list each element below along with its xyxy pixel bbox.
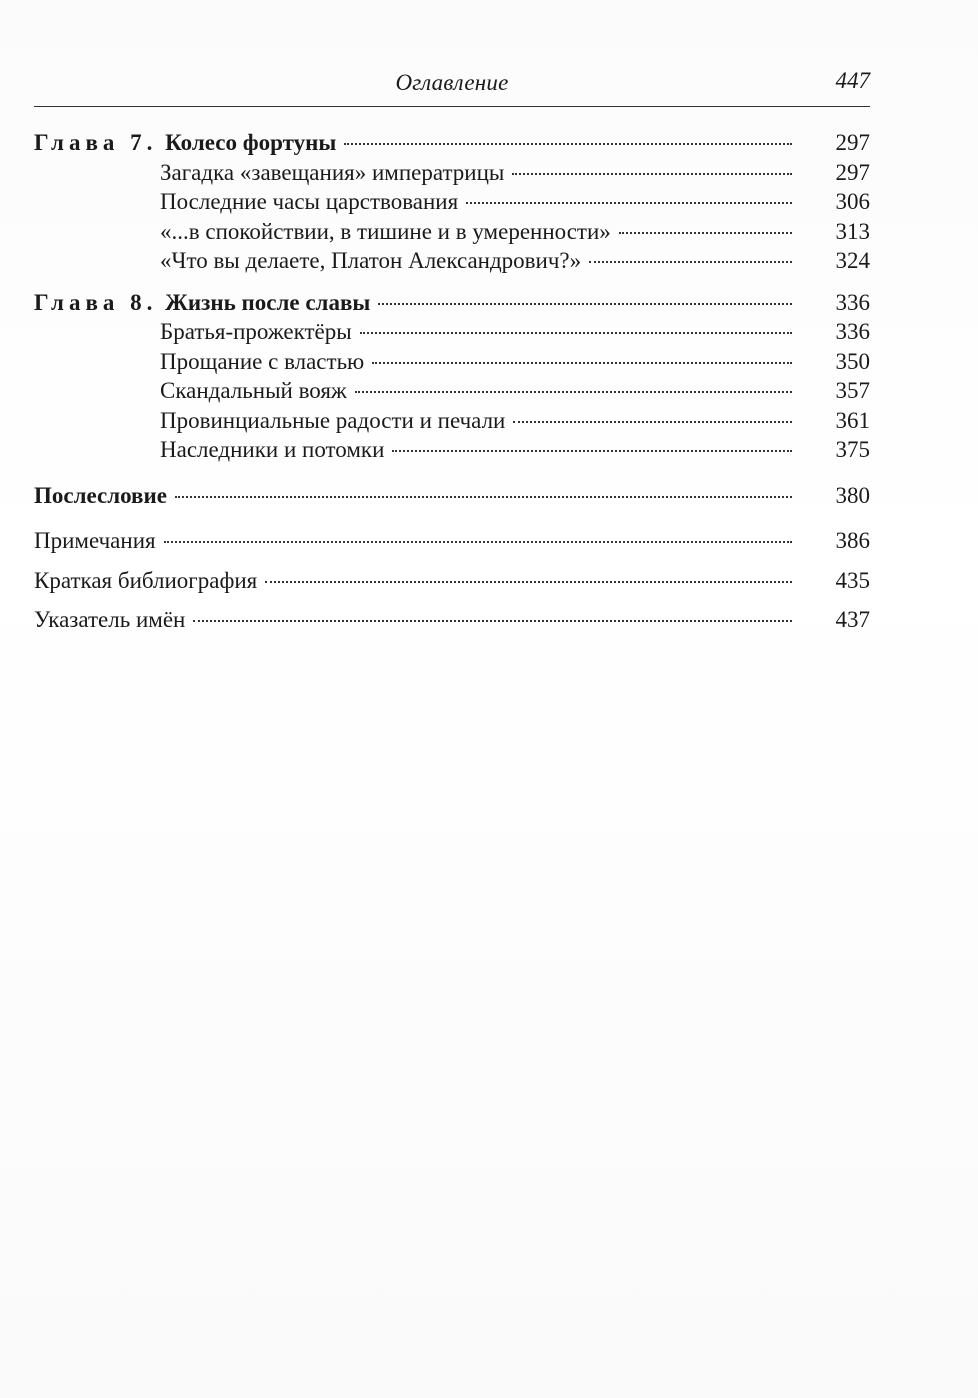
bibliography-title: Краткая библиография xyxy=(34,567,258,593)
section-title: Скандальный вояж xyxy=(160,378,347,403)
header-page-number: 447 xyxy=(835,68,870,93)
toc-entry-afterword[interactable] xyxy=(34,481,870,511)
toc-entry-chapter-8[interactable] xyxy=(34,288,870,318)
toc-entry-section[interactable] xyxy=(34,406,870,436)
dot-leader xyxy=(512,172,792,175)
toc-entry-name-index[interactable] xyxy=(34,605,870,635)
toc-entry-section[interactable] xyxy=(34,435,870,465)
page-ref: 297 xyxy=(835,159,870,185)
page-ref: 380 xyxy=(835,482,870,508)
page-ref: 435 xyxy=(835,567,870,593)
page-ref: 437 xyxy=(835,607,870,632)
table-of-contents xyxy=(34,128,870,635)
dot-leader xyxy=(360,331,792,334)
toc-entry-section[interactable] xyxy=(34,158,870,188)
section-title: Наследники и потомки xyxy=(160,437,385,462)
page-ref: 324 xyxy=(835,248,870,273)
toc-entry-notes[interactable] xyxy=(34,526,870,556)
dot-leader xyxy=(513,420,792,423)
dot-leader xyxy=(466,201,792,204)
section-title: Последние часы царствования xyxy=(160,189,459,214)
page-ref: 336 xyxy=(835,289,870,315)
toc-entry-section[interactable] xyxy=(34,376,870,406)
dot-leader xyxy=(344,142,792,145)
toc-entry-section[interactable] xyxy=(34,347,870,377)
dot-leader xyxy=(164,540,792,543)
toc-entry-section[interactable] xyxy=(34,317,870,347)
toc-entry-section[interactable] xyxy=(34,217,870,247)
toc-entry-section[interactable] xyxy=(34,187,870,217)
toc-entry-chapter-7[interactable] xyxy=(34,128,870,158)
section-title: Провинциальные радости и печали xyxy=(160,407,506,433)
page-ref: 336 xyxy=(835,319,870,344)
toc-entry-bibliography[interactable] xyxy=(34,566,870,596)
section-title: Братья-прожектёры xyxy=(160,319,352,344)
chapter-prefix: Глава 8. xyxy=(34,289,158,315)
page-ref: 306 xyxy=(835,189,870,214)
page-ref: 350 xyxy=(835,348,870,374)
page-ref: 313 xyxy=(835,218,870,244)
header-title: Оглавление xyxy=(395,70,509,95)
notes-title: Примечания xyxy=(34,528,156,553)
dot-leader xyxy=(589,260,792,263)
afterword-title: Послесловие xyxy=(34,482,167,508)
page-ref: 386 xyxy=(835,528,870,553)
dot-leader xyxy=(175,495,792,498)
dot-leader xyxy=(619,231,792,234)
page-ref: 361 xyxy=(835,407,870,433)
dot-leader xyxy=(355,390,792,393)
dot-leader xyxy=(265,580,792,583)
section-title: «Что вы делаете, Платон Александрович?» xyxy=(160,248,582,273)
section-title: Прощание с властью xyxy=(160,348,365,374)
chapter-prefix: Глава 7. xyxy=(34,130,158,155)
page-ref: 375 xyxy=(835,437,870,462)
dot-leader xyxy=(392,449,792,452)
toc-entry-section[interactable] xyxy=(34,246,870,276)
running-header xyxy=(34,60,870,107)
chapter-title: Колесо фортуны xyxy=(165,130,337,155)
dot-leader xyxy=(193,619,792,622)
section-title: Загадка «завещания» императрицы xyxy=(160,159,505,185)
name-index-title: Указатель имён xyxy=(34,607,186,632)
page-ref: 297 xyxy=(835,130,870,155)
dot-leader xyxy=(372,361,792,364)
chapter-title: Жизнь после славы xyxy=(165,289,371,315)
section-title: «...в спокойствии, в тишине и в умеренности» xyxy=(160,218,611,244)
page-ref: 357 xyxy=(835,378,870,403)
dot-leader xyxy=(378,302,792,305)
